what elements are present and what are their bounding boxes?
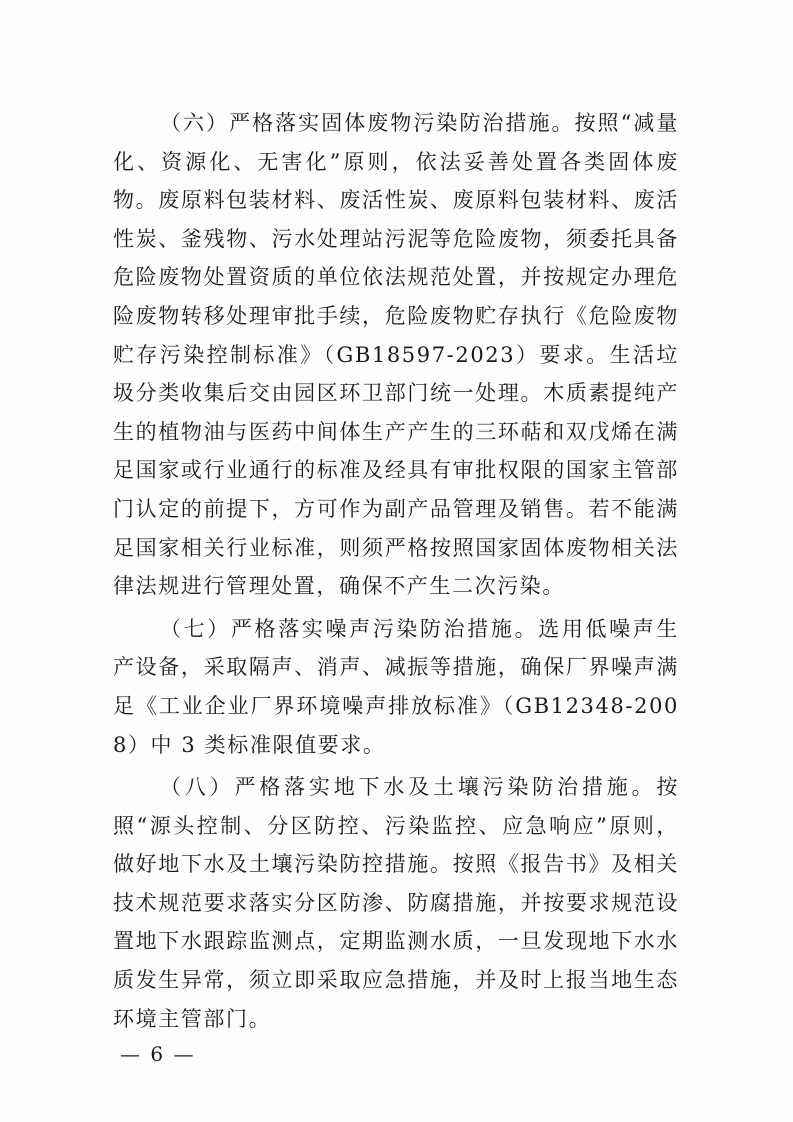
paragraph-solid-waste: （六）严格落实固体废物污染防治措施。按照“减量化、资源化、无害化”原则，依法妥善处置各类固体废物。废原料包装材料、废活性炭、废原料包装材料、废活性炭、釜残物、污水处理站污泥等危险废物，须委托具备危险废物处置资质的单位依法规范处置，并按规定办理危险废物转移处理审批手续，危险废物贮存执行《危险废物贮存污染控制标准》（GB18597-2023）要求。生活垃圾分类收集后交由园区环卫部门统一处理。木质素提纯产生的植物油与医药中间体生产产生的三环萜和双戊烯在满足国家或行业通行的标准及经具有审批权限的国家主管部门认定的前提下，方可作为副产品管理及销售。若不能满足国家相关行业标准，则须严格按照国家固体废物相关法律法规进行管理处置，确保不产生二次污染。 — [113, 111, 679, 599]
paragraph-noise: （七）严格落实噪声污染防治措施。选用低噪声生产设备，采取隔声、消声、减振等措施，确保厂界噪声满足《工业企业厂界环境噪声排放标准》（GB12348-2008）中 3 类标准限值要求。 — [113, 616, 679, 757]
paragraph-groundwater-soil: （八）严格落实地下水及土壤污染防治措施。按照“源头控制、分区防控、污染监控、应急响应”原则，做好地下水及土壤污染防控措施。按照《报告书》及相关技术规范要求落实分区防渗、防腐措施，并按要求规范设置地下水跟踪监测点，定期监测水质，一旦发现地下水水质发生异常，须立即采取应急措施，并及时上报当地生态环境主管部门。 — [113, 775, 679, 1031]
document-body — [113, 104, 679, 1038]
page-number: — 6 — — [120, 1042, 196, 1066]
